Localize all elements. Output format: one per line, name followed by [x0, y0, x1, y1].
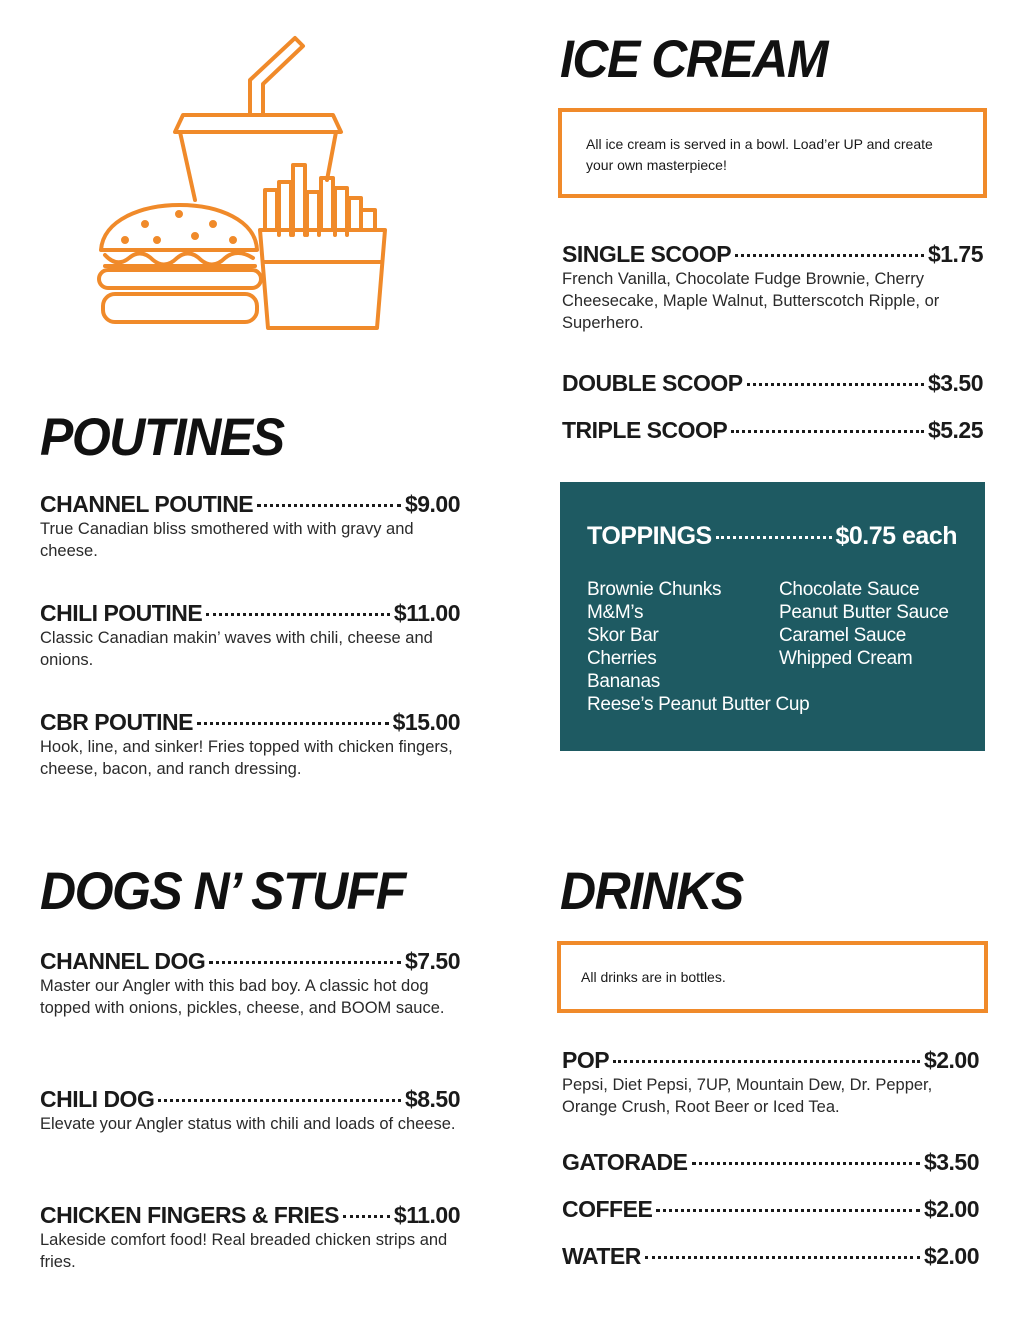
item-name: CBR POUTINE — [40, 709, 193, 735]
item-description: Pepsi, Diet Pepsi, 7UP, Mountain Dew, Dr. Pepper, Orange Crush, Root Beer or Iced Tea. — [562, 1076, 933, 1116]
toppings-header — [587, 522, 957, 550]
topping-item: Brownie Chunks — [587, 579, 722, 600]
item-description: Lakeside comfort food! Real breaded chicken strips and fries. — [40, 1231, 448, 1271]
item-name: SINGLE SCOOP — [562, 241, 732, 267]
item-description: Master our Angler with this bad boy. A classic hot dog topped with onions, pickles, cheese, and BOOM sauce. — [40, 977, 445, 1017]
menu-item — [562, 1148, 979, 1176]
leader-dots — [197, 722, 389, 725]
ice-cream-heading: ICE CREAM — [560, 29, 828, 89]
ice-cream-note-text: All ice cream is served in a bowl. Load’er UP and create your own masterpiece! — [586, 136, 933, 173]
leader-dots — [343, 1215, 390, 1218]
topping-item: Cherries — [587, 648, 657, 669]
toppings-label: TOPPINGS — [587, 522, 712, 550]
item-price: $8.50 — [404, 1086, 460, 1112]
item-price: $7.50 — [404, 948, 460, 974]
menu-item — [40, 599, 460, 671]
item-name: POP — [562, 1047, 610, 1073]
item-name: COFFEE — [562, 1196, 653, 1222]
item-name: TRIPLE SCOOP — [562, 417, 728, 443]
leader-dots — [656, 1209, 920, 1212]
item-price: $11.00 — [393, 600, 460, 626]
item-price: $3.50 — [927, 370, 983, 396]
menu-item — [40, 947, 460, 1019]
topping-item: M&M’s — [587, 602, 644, 623]
topping-item: Chocolate Sauce — [779, 579, 920, 600]
topping-item: Caramel Sauce — [779, 625, 907, 646]
leader-dots — [692, 1162, 920, 1165]
menu-item — [40, 708, 460, 780]
leader-dots — [257, 504, 401, 507]
item-name: CHICKEN FINGERS & FRIES — [40, 1202, 340, 1228]
leader-dots — [613, 1060, 920, 1063]
item-price: $2.00 — [923, 1243, 979, 1269]
leader-dots — [731, 430, 924, 433]
item-name: WATER — [562, 1243, 641, 1269]
toppings-panel — [560, 482, 985, 751]
topping-item: Peanut Butter Sauce — [779, 602, 949, 623]
leader-dots — [716, 536, 832, 539]
leader-dots — [158, 1099, 401, 1102]
menu-item — [562, 1195, 979, 1223]
topping-item: Reese’s Peanut Butter Cup — [587, 694, 810, 715]
topping-item: Bananas — [587, 671, 660, 692]
item-price: $11.00 — [393, 1202, 460, 1228]
toppings-list-left — [587, 578, 809, 716]
item-name: GATORADE — [562, 1149, 688, 1175]
poutines-heading: POUTINES — [40, 407, 284, 467]
drinks-note-text: All drinks are in bottles. — [581, 969, 726, 985]
item-name: DOUBLE SCOOP — [562, 370, 743, 396]
leader-dots — [735, 254, 924, 257]
item-name: CHANNEL POUTINE — [40, 491, 254, 517]
item-description: Elevate your Angler status with chili and loads of cheese. — [40, 1115, 456, 1133]
leader-dots — [206, 613, 390, 616]
toppings-list-right — [779, 578, 949, 670]
topping-item: Skor Bar — [587, 625, 659, 646]
dogs-heading: DOGS N’ STUFF — [40, 861, 405, 921]
item-description: True Canadian bliss smothered with with gravy and cheese. — [40, 520, 414, 560]
item-description: Classic Canadian makin’ waves with chili, cheese and onions. — [40, 629, 433, 669]
menu-item — [40, 1085, 460, 1135]
toppings-price: $0.75 each — [835, 522, 957, 550]
item-description: Hook, line, and sinker! Fries topped with chicken fingers, cheese, bacon, and ranch dressing. — [40, 738, 453, 778]
item-description: French Vanilla, Chocolate Fudge Brownie, Cherry Cheesecake, Maple Walnut, Butterscotch Ripple, or Superhero. — [562, 270, 940, 332]
drinks-note — [557, 941, 988, 1013]
item-name: CHILI DOG — [40, 1086, 155, 1112]
ice-cream-note — [558, 108, 987, 198]
menu-item — [562, 1046, 979, 1118]
item-price: $9.00 — [404, 491, 460, 517]
leader-dots — [209, 961, 401, 964]
item-price: $1.75 — [927, 241, 983, 267]
item-price: $15.00 — [392, 709, 460, 735]
menu-item — [562, 1242, 979, 1270]
menu-item — [562, 369, 983, 397]
item-price: $3.50 — [923, 1149, 979, 1175]
item-price: $2.00 — [923, 1196, 979, 1222]
topping-item: Whipped Cream — [779, 648, 913, 669]
menu-item — [40, 490, 460, 562]
drinks-heading: DRINKS — [560, 861, 743, 921]
menu-item — [40, 1201, 460, 1273]
burger-drink-fries-icon — [95, 30, 395, 335]
item-name: CHANNEL DOG — [40, 948, 206, 974]
item-name: CHILI POUTINE — [40, 600, 203, 626]
leader-dots — [747, 383, 924, 386]
item-price: $2.00 — [923, 1047, 979, 1073]
menu-item — [562, 416, 983, 444]
menu-item — [562, 240, 983, 334]
item-price: $5.25 — [927, 417, 983, 443]
leader-dots — [645, 1256, 920, 1259]
